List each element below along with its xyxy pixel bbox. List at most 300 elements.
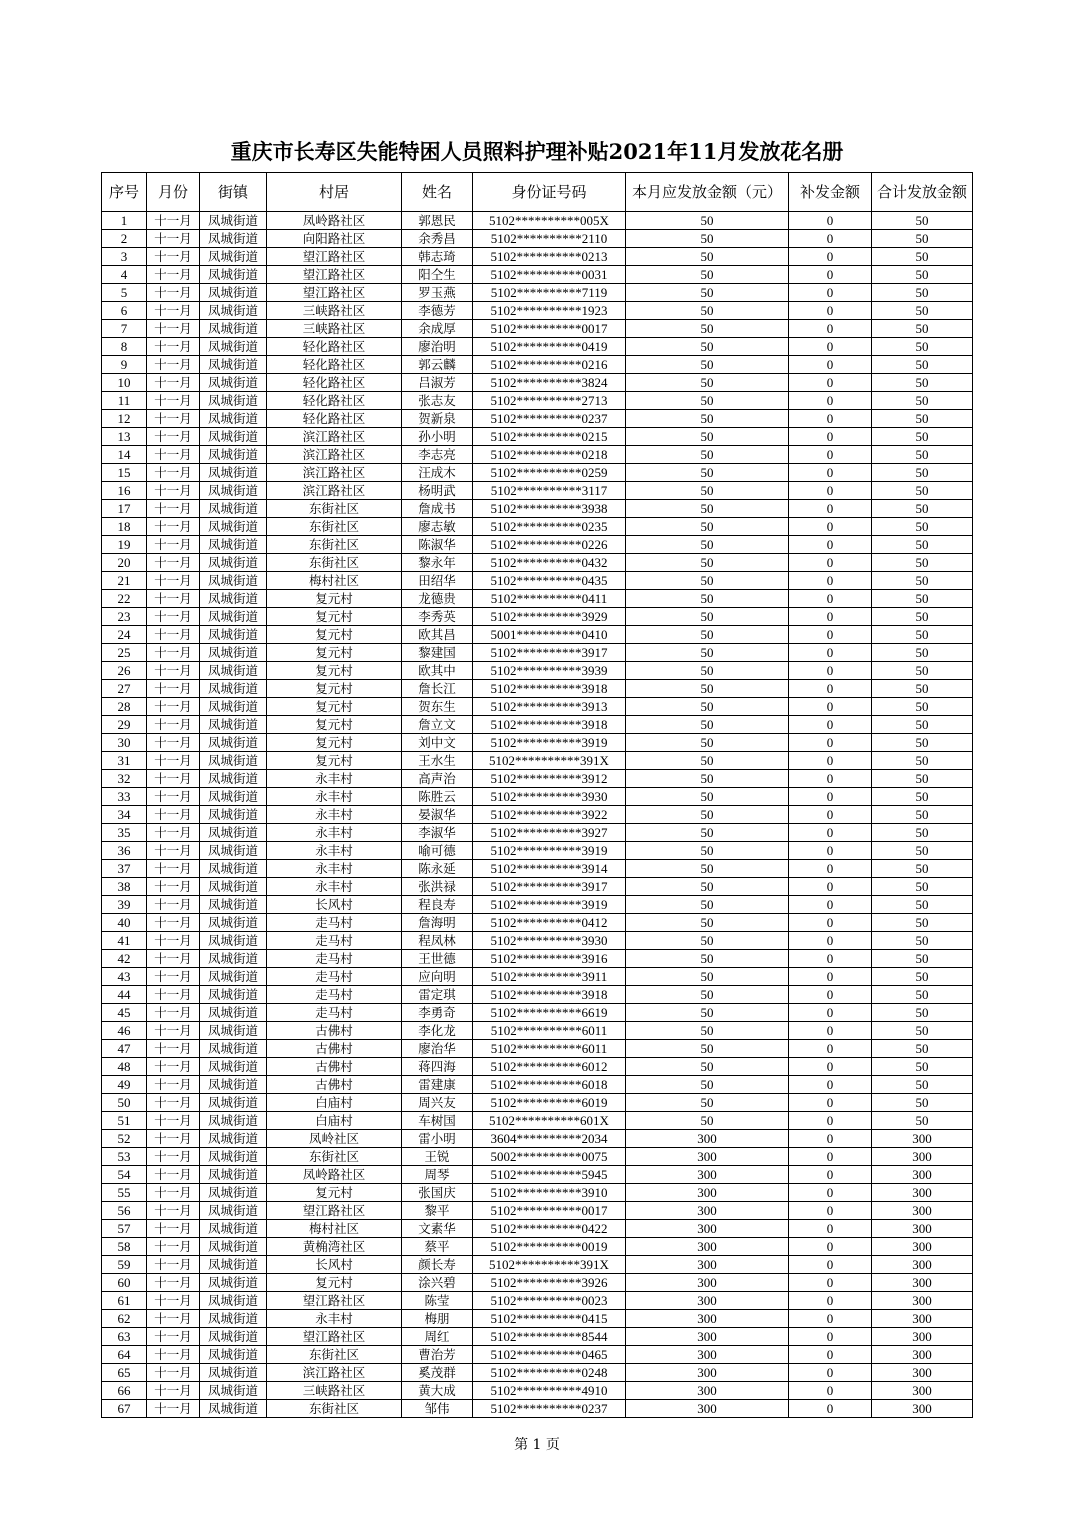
cell-month: 十一月 — [147, 1310, 200, 1328]
cell-supplement-amount: 0 — [789, 1382, 872, 1400]
cell-street: 凤城街道 — [200, 1202, 267, 1220]
cell-name: 阳仝生 — [402, 266, 473, 284]
cell-name: 雷定琪 — [402, 986, 473, 1004]
cell-street: 凤城街道 — [200, 518, 267, 536]
cell-index: 51 — [102, 1112, 147, 1130]
cell-monthly-amount: 50 — [626, 824, 789, 842]
cell-total-amount: 50 — [872, 338, 973, 356]
cell-total-amount: 50 — [872, 572, 973, 590]
cell-street: 凤城街道 — [200, 896, 267, 914]
cell-street: 凤城街道 — [200, 1256, 267, 1274]
table-row — [102, 1166, 973, 1184]
cell-supplement-amount: 0 — [789, 1238, 872, 1256]
cell-total-amount: 300 — [872, 1292, 973, 1310]
cell-index: 30 — [102, 734, 147, 752]
cell-index: 55 — [102, 1184, 147, 1202]
cell-month: 十一月 — [147, 1364, 200, 1382]
cell-monthly-amount: 50 — [626, 878, 789, 896]
cell-supplement-amount: 0 — [789, 374, 872, 392]
cell-id-number: 5102**********3930 — [473, 932, 626, 950]
table-row — [102, 824, 973, 842]
cell-month: 十一月 — [147, 518, 200, 536]
cell-name: 陈胜云 — [402, 788, 473, 806]
cell-month: 十一月 — [147, 1274, 200, 1292]
table-row — [102, 1112, 973, 1130]
cell-street: 凤城街道 — [200, 770, 267, 788]
cell-index: 26 — [102, 662, 147, 680]
cell-monthly-amount: 50 — [626, 230, 789, 248]
cell-id-number: 5102**********6011 — [473, 1022, 626, 1040]
table-row — [102, 1094, 973, 1112]
cell-supplement-amount: 0 — [789, 968, 872, 986]
table-row — [102, 410, 973, 428]
cell-name: 应向明 — [402, 968, 473, 986]
table-row — [102, 662, 973, 680]
cell-monthly-amount: 50 — [626, 446, 789, 464]
cell-supplement-amount: 0 — [789, 356, 872, 374]
cell-monthly-amount: 50 — [626, 986, 789, 1004]
cell-total-amount: 300 — [872, 1382, 973, 1400]
cell-month: 十一月 — [147, 716, 200, 734]
cell-month: 十一月 — [147, 410, 200, 428]
cell-street: 凤城街道 — [200, 1112, 267, 1130]
cell-supplement-amount: 0 — [789, 1256, 872, 1274]
cell-month: 十一月 — [147, 1238, 200, 1256]
cell-index: 22 — [102, 590, 147, 608]
cell-supplement-amount: 0 — [789, 212, 872, 230]
cell-street: 凤城街道 — [200, 878, 267, 896]
cell-id-number: 5102**********0248 — [473, 1364, 626, 1382]
cell-community: 三峡路社区 — [267, 320, 402, 338]
cell-community: 黄桷湾社区 — [267, 1238, 402, 1256]
cell-total-amount: 300 — [872, 1202, 973, 1220]
cell-id-number: 5102**********3913 — [473, 698, 626, 716]
cell-total-amount: 50 — [872, 590, 973, 608]
cell-index: 25 — [102, 644, 147, 662]
cell-index: 1 — [102, 212, 147, 230]
cell-street: 凤城街道 — [200, 1346, 267, 1364]
cell-supplement-amount: 0 — [789, 1184, 872, 1202]
cell-street: 凤城街道 — [200, 554, 267, 572]
cell-street: 凤城街道 — [200, 392, 267, 410]
cell-id-number: 5102**********3910 — [473, 1184, 626, 1202]
cell-id-number: 5102**********3918 — [473, 986, 626, 1004]
cell-total-amount: 50 — [872, 662, 973, 680]
cell-id-number: 5102**********3824 — [473, 374, 626, 392]
cell-street: 凤城街道 — [200, 446, 267, 464]
cell-supplement-amount: 0 — [789, 932, 872, 950]
cell-month: 十一月 — [147, 1148, 200, 1166]
cell-supplement-amount: 0 — [789, 230, 872, 248]
table-row — [102, 338, 973, 356]
cell-community: 永丰村 — [267, 878, 402, 896]
cell-month: 十一月 — [147, 752, 200, 770]
cell-community: 望江路社区 — [267, 248, 402, 266]
header-id-number: 身份证号码 — [473, 173, 626, 212]
table-row — [102, 860, 973, 878]
cell-community: 东街社区 — [267, 536, 402, 554]
cell-community: 东街社区 — [267, 500, 402, 518]
cell-name: 韩志琦 — [402, 248, 473, 266]
cell-month: 十一月 — [147, 1076, 200, 1094]
cell-monthly-amount: 50 — [626, 698, 789, 716]
cell-monthly-amount: 50 — [626, 212, 789, 230]
cell-month: 十一月 — [147, 680, 200, 698]
cell-street: 凤城街道 — [200, 1274, 267, 1292]
cell-monthly-amount: 300 — [626, 1400, 789, 1418]
cell-community: 三峡路社区 — [267, 302, 402, 320]
table-row — [102, 590, 973, 608]
cell-name: 罗玉燕 — [402, 284, 473, 302]
table-row — [102, 1328, 973, 1346]
cell-total-amount: 300 — [872, 1184, 973, 1202]
cell-supplement-amount: 0 — [789, 1220, 872, 1238]
cell-month: 十一月 — [147, 1022, 200, 1040]
cell-supplement-amount: 0 — [789, 644, 872, 662]
cell-total-amount: 50 — [872, 554, 973, 572]
cell-name: 王世德 — [402, 950, 473, 968]
cell-index: 60 — [102, 1274, 147, 1292]
cell-month: 十一月 — [147, 860, 200, 878]
header-row — [102, 173, 973, 212]
cell-total-amount: 50 — [872, 716, 973, 734]
table-row — [102, 482, 973, 500]
cell-street: 凤城街道 — [200, 1382, 267, 1400]
cell-community: 向阳路社区 — [267, 230, 402, 248]
cell-index: 54 — [102, 1166, 147, 1184]
cell-monthly-amount: 50 — [626, 572, 789, 590]
header-index: 序号 — [102, 173, 147, 212]
cell-month: 十一月 — [147, 914, 200, 932]
cell-monthly-amount: 300 — [626, 1346, 789, 1364]
cell-street: 凤城街道 — [200, 1076, 267, 1094]
cell-community: 古佛村 — [267, 1022, 402, 1040]
cell-id-number: 5102**********3927 — [473, 824, 626, 842]
cell-monthly-amount: 300 — [626, 1184, 789, 1202]
cell-id-number: 5102**********6019 — [473, 1094, 626, 1112]
cell-id-number: 5102**********6619 — [473, 1004, 626, 1022]
cell-community: 复元村 — [267, 662, 402, 680]
cell-name: 田绍华 — [402, 572, 473, 590]
cell-name: 詹成书 — [402, 500, 473, 518]
cell-id-number: 5102**********5945 — [473, 1166, 626, 1184]
cell-name: 奚茂群 — [402, 1364, 473, 1382]
cell-street: 凤城街道 — [200, 680, 267, 698]
cell-monthly-amount: 300 — [626, 1292, 789, 1310]
cell-community: 永丰村 — [267, 788, 402, 806]
cell-month: 十一月 — [147, 608, 200, 626]
cell-id-number: 5102**********0017 — [473, 320, 626, 338]
cell-name: 詹立文 — [402, 716, 473, 734]
cell-month: 十一月 — [147, 932, 200, 950]
table-row — [102, 1382, 973, 1400]
cell-id-number: 5102**********3926 — [473, 1274, 626, 1292]
cell-street: 凤城街道 — [200, 914, 267, 932]
cell-monthly-amount: 50 — [626, 734, 789, 752]
cell-id-number: 5102**********0235 — [473, 518, 626, 536]
cell-supplement-amount: 0 — [789, 734, 872, 752]
cell-monthly-amount: 50 — [626, 356, 789, 374]
cell-monthly-amount: 50 — [626, 716, 789, 734]
cell-supplement-amount: 0 — [789, 464, 872, 482]
cell-monthly-amount: 50 — [626, 410, 789, 428]
cell-monthly-amount: 50 — [626, 266, 789, 284]
cell-name: 张国庆 — [402, 1184, 473, 1202]
cell-name: 詹长江 — [402, 680, 473, 698]
table-row — [102, 284, 973, 302]
cell-id-number: 5102**********1923 — [473, 302, 626, 320]
table-row — [102, 320, 973, 338]
cell-id-number: 5102**********0215 — [473, 428, 626, 446]
header-name: 姓名 — [402, 173, 473, 212]
cell-index: 32 — [102, 770, 147, 788]
cell-supplement-amount: 0 — [789, 806, 872, 824]
cell-monthly-amount: 50 — [626, 248, 789, 266]
cell-street: 凤城街道 — [200, 1130, 267, 1148]
table-row — [102, 680, 973, 698]
cell-month: 十一月 — [147, 464, 200, 482]
cell-index: 57 — [102, 1220, 147, 1238]
cell-id-number: 5102**********3938 — [473, 500, 626, 518]
cell-total-amount: 300 — [872, 1364, 973, 1382]
cell-id-number: 5102**********0213 — [473, 248, 626, 266]
table-row — [102, 626, 973, 644]
table-row — [102, 878, 973, 896]
cell-total-amount: 50 — [872, 1112, 973, 1130]
cell-monthly-amount: 50 — [626, 788, 789, 806]
cell-index: 36 — [102, 842, 147, 860]
table-row — [102, 464, 973, 482]
cell-street: 凤城街道 — [200, 1220, 267, 1238]
cell-id-number: 5102**********391X — [473, 752, 626, 770]
cell-community: 白庙村 — [267, 1112, 402, 1130]
header-street: 街镇 — [200, 173, 267, 212]
cell-street: 凤城街道 — [200, 1004, 267, 1022]
cell-month: 十一月 — [147, 482, 200, 500]
cell-index: 43 — [102, 968, 147, 986]
cell-total-amount: 300 — [872, 1256, 973, 1274]
cell-name: 郭恩民 — [402, 212, 473, 230]
cell-index: 24 — [102, 626, 147, 644]
table-row — [102, 536, 973, 554]
cell-supplement-amount: 0 — [789, 878, 872, 896]
cell-street: 凤城街道 — [200, 1184, 267, 1202]
cell-street: 凤城街道 — [200, 626, 267, 644]
cell-community: 长风村 — [267, 896, 402, 914]
cell-monthly-amount: 50 — [626, 374, 789, 392]
table-row — [102, 770, 973, 788]
cell-month: 十一月 — [147, 644, 200, 662]
cell-index: 29 — [102, 716, 147, 734]
table-row — [102, 572, 973, 590]
cell-month: 十一月 — [147, 1040, 200, 1058]
cell-id-number: 5102**********3930 — [473, 788, 626, 806]
cell-street: 凤城街道 — [200, 248, 267, 266]
cell-street: 凤城街道 — [200, 1058, 267, 1076]
cell-street: 凤城街道 — [200, 338, 267, 356]
cell-street: 凤城街道 — [200, 266, 267, 284]
cell-name: 周兴友 — [402, 1094, 473, 1112]
cell-name: 程良寿 — [402, 896, 473, 914]
cell-id-number: 5102**********0432 — [473, 554, 626, 572]
table-row — [102, 716, 973, 734]
cell-id-number: 5102**********0465 — [473, 1346, 626, 1364]
cell-total-amount: 50 — [872, 446, 973, 464]
table-row — [102, 1022, 973, 1040]
cell-name: 黎平 — [402, 1202, 473, 1220]
cell-community: 梅村社区 — [267, 1220, 402, 1238]
cell-name: 李化龙 — [402, 1022, 473, 1040]
table-row — [102, 752, 973, 770]
cell-total-amount: 300 — [872, 1328, 973, 1346]
cell-month: 十一月 — [147, 1166, 200, 1184]
cell-street: 凤城街道 — [200, 500, 267, 518]
table-row — [102, 986, 973, 1004]
cell-monthly-amount: 50 — [626, 554, 789, 572]
cell-street: 凤城街道 — [200, 302, 267, 320]
cell-month: 十一月 — [147, 1220, 200, 1238]
cell-monthly-amount: 300 — [626, 1328, 789, 1346]
table-row — [102, 428, 973, 446]
cell-street: 凤城街道 — [200, 1292, 267, 1310]
cell-street: 凤城街道 — [200, 752, 267, 770]
cell-total-amount: 50 — [872, 1004, 973, 1022]
cell-community: 轻化路社区 — [267, 338, 402, 356]
cell-index: 7 — [102, 320, 147, 338]
cell-month: 十一月 — [147, 950, 200, 968]
cell-name: 王水生 — [402, 752, 473, 770]
cell-street: 凤城街道 — [200, 1400, 267, 1418]
cell-monthly-amount: 300 — [626, 1364, 789, 1382]
cell-total-amount: 50 — [872, 500, 973, 518]
cell-month: 十一月 — [147, 392, 200, 410]
cell-name: 李淑华 — [402, 824, 473, 842]
cell-street: 凤城街道 — [200, 932, 267, 950]
cell-monthly-amount: 300 — [626, 1202, 789, 1220]
cell-month: 十一月 — [147, 338, 200, 356]
cell-supplement-amount: 0 — [789, 842, 872, 860]
cell-id-number: 5102**********0259 — [473, 464, 626, 482]
cell-monthly-amount: 50 — [626, 500, 789, 518]
table-row — [102, 1202, 973, 1220]
cell-name: 陈永延 — [402, 860, 473, 878]
cell-monthly-amount: 50 — [626, 626, 789, 644]
cell-total-amount: 50 — [872, 752, 973, 770]
cell-index: 37 — [102, 860, 147, 878]
cell-total-amount: 50 — [872, 968, 973, 986]
cell-community: 复元村 — [267, 644, 402, 662]
cell-month: 十一月 — [147, 806, 200, 824]
cell-index: 42 — [102, 950, 147, 968]
cell-index: 65 — [102, 1364, 147, 1382]
cell-name: 欧其中 — [402, 662, 473, 680]
cell-id-number: 5102**********3911 — [473, 968, 626, 986]
cell-monthly-amount: 50 — [626, 662, 789, 680]
cell-total-amount: 50 — [872, 266, 973, 284]
cell-month: 十一月 — [147, 734, 200, 752]
cell-total-amount: 50 — [872, 1022, 973, 1040]
cell-monthly-amount: 50 — [626, 1076, 789, 1094]
cell-monthly-amount: 50 — [626, 518, 789, 536]
cell-id-number: 5102**********3919 — [473, 842, 626, 860]
cell-index: 52 — [102, 1130, 147, 1148]
cell-community: 永丰村 — [267, 860, 402, 878]
cell-id-number: 5002**********0075 — [473, 1148, 626, 1166]
cell-monthly-amount: 50 — [626, 806, 789, 824]
cell-total-amount: 300 — [872, 1148, 973, 1166]
cell-monthly-amount: 300 — [626, 1238, 789, 1256]
table-row — [102, 248, 973, 266]
cell-monthly-amount: 300 — [626, 1166, 789, 1184]
cell-name: 杨明武 — [402, 482, 473, 500]
cell-name: 黄大成 — [402, 1382, 473, 1400]
cell-total-amount: 50 — [872, 374, 973, 392]
table-row — [102, 1238, 973, 1256]
cell-supplement-amount: 0 — [789, 1112, 872, 1130]
cell-id-number: 5102**********3912 — [473, 770, 626, 788]
table-row — [102, 1040, 973, 1058]
cell-id-number: 5102**********0415 — [473, 1310, 626, 1328]
cell-supplement-amount: 0 — [789, 914, 872, 932]
cell-name: 李秀英 — [402, 608, 473, 626]
table-row — [102, 932, 973, 950]
cell-community: 复元村 — [267, 734, 402, 752]
cell-index: 48 — [102, 1058, 147, 1076]
cell-month: 十一月 — [147, 770, 200, 788]
table-row — [102, 1184, 973, 1202]
cell-total-amount: 50 — [872, 410, 973, 428]
cell-street: 凤城街道 — [200, 374, 267, 392]
cell-name: 雷建康 — [402, 1076, 473, 1094]
cell-id-number: 5102**********0226 — [473, 536, 626, 554]
cell-index: 66 — [102, 1382, 147, 1400]
cell-month: 十一月 — [147, 662, 200, 680]
cell-total-amount: 50 — [872, 680, 973, 698]
cell-month: 十一月 — [147, 356, 200, 374]
cell-total-amount: 50 — [872, 878, 973, 896]
cell-month: 十一月 — [147, 572, 200, 590]
cell-name: 陈淑华 — [402, 536, 473, 554]
cell-total-amount: 300 — [872, 1166, 973, 1184]
cell-community: 古佛村 — [267, 1058, 402, 1076]
cell-month: 十一月 — [147, 1400, 200, 1418]
cell-name: 蔡平 — [402, 1238, 473, 1256]
cell-total-amount: 50 — [872, 734, 973, 752]
cell-supplement-amount: 0 — [789, 950, 872, 968]
table-row — [102, 266, 973, 284]
cell-month: 十一月 — [147, 1184, 200, 1202]
cell-name: 汪成木 — [402, 464, 473, 482]
cell-name: 曹治芳 — [402, 1346, 473, 1364]
cell-supplement-amount: 0 — [789, 410, 872, 428]
table-row — [102, 356, 973, 374]
cell-supplement-amount: 0 — [789, 698, 872, 716]
cell-id-number: 5102**********3939 — [473, 662, 626, 680]
cell-monthly-amount: 50 — [626, 770, 789, 788]
cell-total-amount: 50 — [872, 788, 973, 806]
cell-monthly-amount: 50 — [626, 392, 789, 410]
cell-community: 长风村 — [267, 1256, 402, 1274]
cell-month: 十一月 — [147, 842, 200, 860]
cell-index: 12 — [102, 410, 147, 428]
cell-index: 13 — [102, 428, 147, 446]
cell-supplement-amount: 0 — [789, 788, 872, 806]
cell-street: 凤城街道 — [200, 428, 267, 446]
cell-name: 王锐 — [402, 1148, 473, 1166]
cell-total-amount: 300 — [872, 1220, 973, 1238]
cell-index: 4 — [102, 266, 147, 284]
cell-name: 梅朋 — [402, 1310, 473, 1328]
